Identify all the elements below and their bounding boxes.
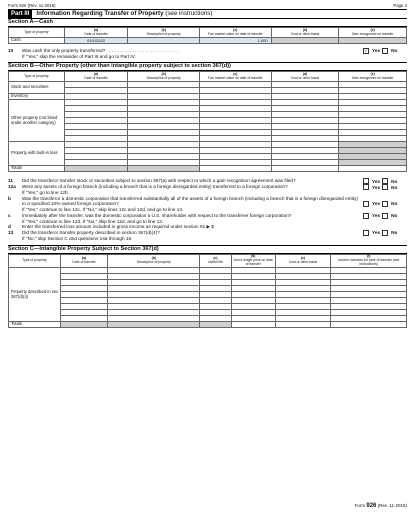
cash-basis-field: [271, 38, 339, 44]
cash-description-field[interactable]: [128, 38, 200, 44]
section-a-table: [8, 27, 407, 44]
c-col-f: (f) Income inclusion for year of transfer (see instructions): [331, 255, 407, 268]
b-col-d: (d) Cost or other basis: [271, 72, 339, 82]
question-answer: Yes No: [363, 230, 407, 236]
c-col-type: Type of property: [9, 255, 61, 268]
col-e: (e) Gain recognized on transfer: [339, 28, 407, 38]
col-b: (b) Description of property: [128, 28, 200, 38]
question-row: [8, 236, 407, 242]
b-total-basis[interactable]: [271, 166, 339, 172]
section-b-title: Section B—Other Property (other than intangible property subject to section 367(d)): [8, 62, 407, 71]
cash-date-field[interactable]: 01012022: [64, 38, 128, 44]
b-total-fmv[interactable]: [200, 166, 272, 172]
col-type: Type of property: [9, 28, 65, 38]
question-number: c: [8, 212, 11, 218]
cash-fmv-field[interactable]: 1,000: [200, 38, 272, 44]
c-total-price[interactable]: [231, 322, 275, 328]
section-b-table: [8, 71, 407, 172]
question-text: If "No," skip Section C and questions 14a through 15.: [22, 235, 133, 241]
c-total-income[interactable]: [331, 322, 407, 328]
b-col-b: (b) Description of property: [128, 72, 200, 82]
col-d: (d) Cost or other basis: [271, 28, 339, 38]
questions-11-13: [8, 178, 407, 241]
page-footer: Form 926 (Rev. 11-2018): [354, 503, 407, 509]
question-number: 11: [8, 178, 13, 184]
question-number: d: [8, 224, 11, 230]
part-iii-header: [8, 9, 407, 19]
c-col-b: (b) Description of property: [108, 255, 200, 268]
question-answer: Yes No: [363, 178, 407, 184]
question-text: Did the transferor transfer stock or securities subject to section 367(a) with respect to which a gain recognition agreement was filed?: [22, 178, 296, 184]
question-text: If "Yes," go to line 12b.: [22, 190, 69, 196]
cash-label: Cash: [9, 38, 65, 44]
form-id: Form 926 (Rev. 11-2018): [8, 3, 56, 8]
section-c-table: [8, 254, 407, 328]
section-c-totals-label: Totals: [9, 322, 61, 328]
stock-label: Stock and securities: [9, 82, 65, 94]
question-text: Immediately after the transfer, was the domestic corporation a U.S. shareholder with respect to the transferee foreign corporation?: [22, 212, 292, 218]
b-col-a: (a) Date of transfer: [64, 72, 128, 82]
cash-gain-field: [339, 38, 407, 44]
page-number: Page 2: [393, 3, 407, 8]
builtin-loss-label: Property with built-in loss: [9, 142, 65, 166]
col-a: (a) Date of transfer: [64, 28, 128, 38]
section-b-totals-label: Totals: [9, 166, 65, 172]
q10-yes-checkbox[interactable]: ✓: [364, 48, 368, 53]
part-title: Information Regarding Transfer of Property (see instructions): [36, 10, 213, 17]
question-text: Enter the transferred loss amount included in gross income as required under section 91 ▶ $: [22, 224, 214, 230]
col-c: (c) Fair market value on date of transfer: [200, 28, 272, 38]
question-number: [8, 236, 22, 242]
question-answer: [363, 236, 407, 242]
question-answer: Yes No: [363, 184, 407, 190]
question-answer: Yes No: [363, 196, 407, 207]
question-text: Were any assets of a foreign branch (including a branch that is a foreign disregarded entity) transferred to a foreign corporation?: [22, 184, 288, 190]
question-10: 10 Was cash the only property transferred? . . . . . . . . . . . . . . . . . . . . . . . . . . . . If "Yes," skip the remainder of Part III and go to Part IV. ✓ Yes No: [8, 48, 398, 59]
question-answer: Yes No: [363, 213, 407, 219]
c-col-c: (c) Useful life: [200, 255, 232, 268]
q10-no-checkbox[interactable]: [382, 48, 388, 54]
c-col-d: (d) Arm's length price on date of transfer: [231, 255, 275, 268]
c-property-label: Property described in sec. 367(d)(4): [9, 268, 61, 322]
c-col-a: (a) Date of transfer: [60, 255, 108, 268]
section-c-title: Section C—Intangible Property Subject to Section 367(d): [8, 245, 407, 254]
question-number: b: [8, 195, 11, 201]
question-text: If "Yes," continue to line 12c. If "No," skip lines 12c and 12d, and go to line 13.: [22, 206, 184, 212]
other-property-label: Other property (not listed under another category): [9, 100, 65, 142]
c-col-e: (e) Cost or other basis: [275, 255, 331, 268]
question-text: Did the transferor transfer property described in section 367(d)(4)?: [22, 229, 160, 235]
b-col-type: Type of property: [9, 72, 65, 82]
section-a-title: Section A—Cash: [8, 19, 407, 27]
b-col-e: (e) Gain recognized on transfer: [339, 72, 407, 82]
form-page: [8, 3, 407, 509]
b-total-gain[interactable]: [339, 166, 407, 172]
question-row: [8, 196, 407, 207]
part-label: Part III: [8, 10, 32, 18]
c-total-basis[interactable]: [275, 322, 331, 328]
inventory-label: Inventory: [9, 94, 65, 100]
question-number: 12a: [8, 184, 16, 190]
question-text: If "Yes," continue to line 12d. If "No," skip line 12d, and go to line 13.: [22, 218, 164, 224]
question-number: 13: [8, 229, 14, 235]
question-text: Was the transferor a domestic corporation that transferred substantially all of the assets of a foreign branch (including a branch that is a foreign disregarded entity) to a specified 10%-owned foreign corporation?: [22, 195, 358, 207]
b-col-c: (c) Fair market value on date of transfer: [200, 72, 272, 82]
